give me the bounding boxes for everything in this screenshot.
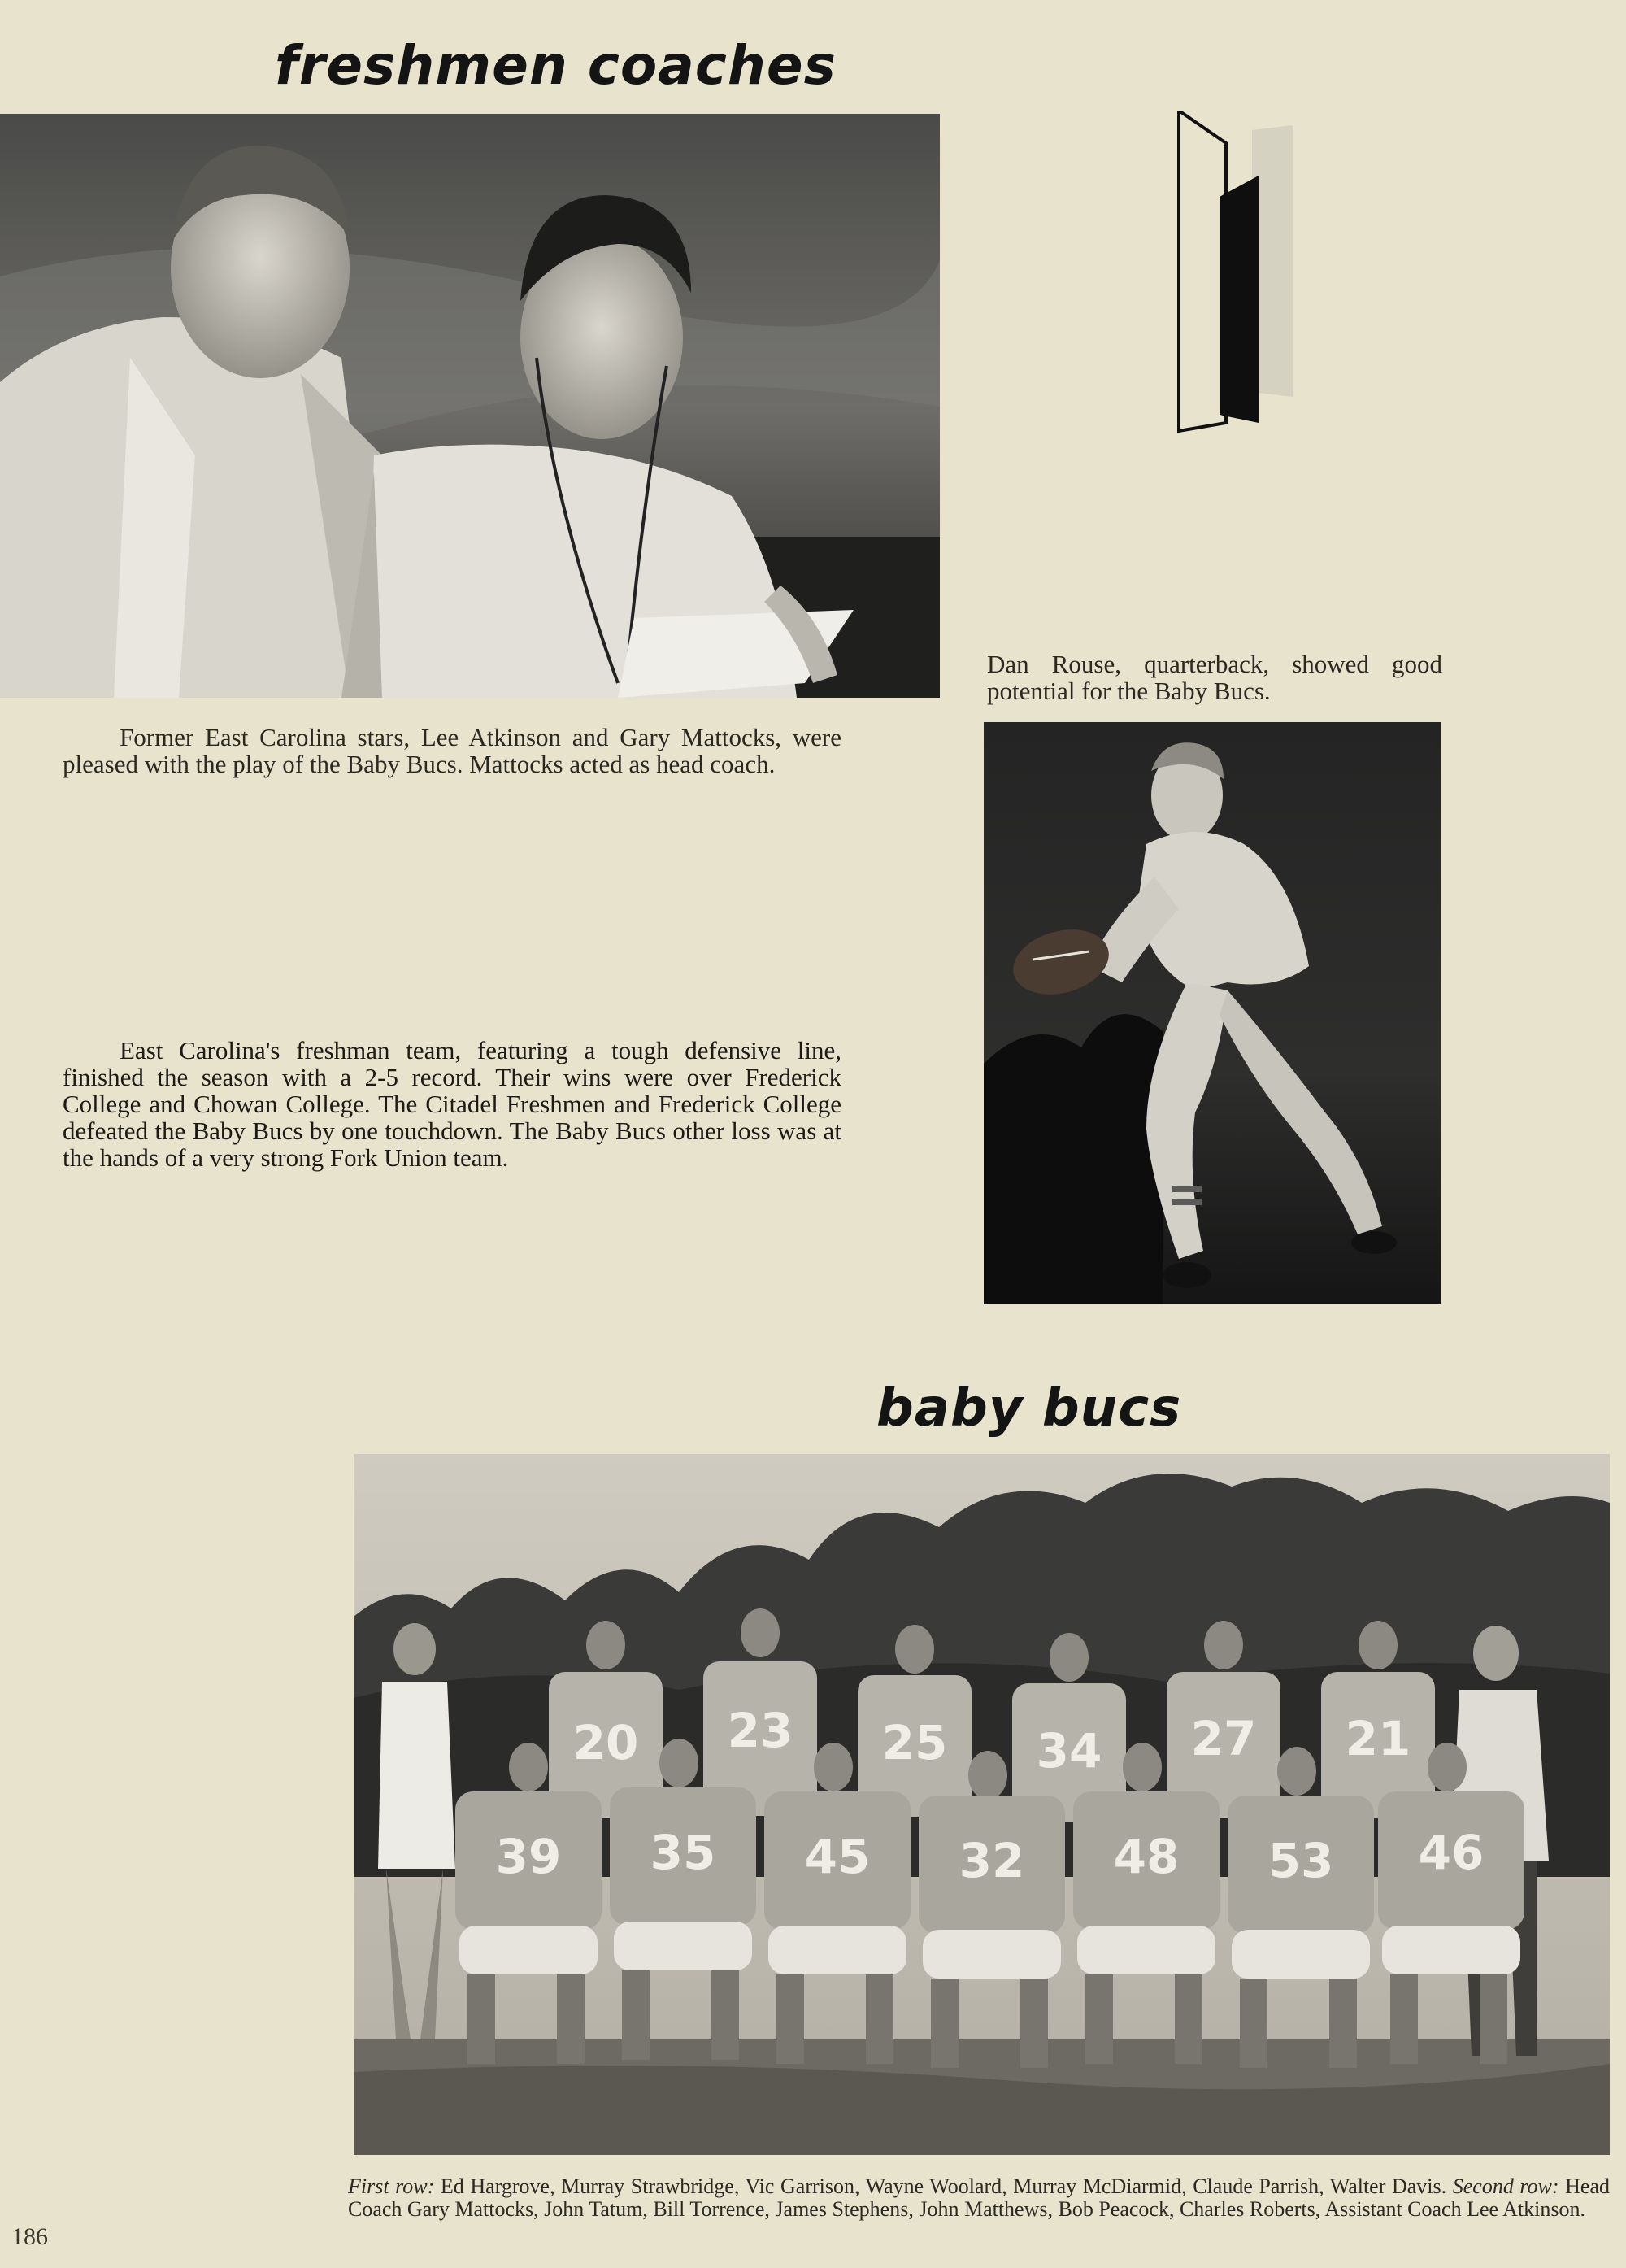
- jersey-number: 35: [650, 1825, 716, 1880]
- team-section-title: baby bucs: [876, 1378, 1182, 1439]
- jersey-number: 39: [495, 1829, 562, 1884]
- jersey-number: 45: [804, 1829, 871, 1884]
- quarterback-photo: [984, 722, 1441, 1304]
- first-row-label: First row:: [348, 2174, 435, 2198]
- jersey-number: 25: [881, 1715, 948, 1770]
- quarterback-caption: Dan Rouse, quarterback, showed good potential for the Baby Bucs.: [987, 650, 1442, 705]
- jersey-number: 32: [959, 1833, 1025, 1888]
- coaches-photo: [0, 114, 940, 698]
- team-caption: [348, 2175, 1610, 2221]
- season-caption: East Carolina's freshman team, featuring a tough defensive line, finished the season with a 2-5 record. Their wins were over Frederick College and Chowan College. The Citadel Freshmen and Frederick College defeated the Baby Bucs by one touchdown. The Baby Bucs other loss was at the hands of a very strong Fork Union team.: [63, 1036, 841, 1172]
- second-row-names: Head Coach Gary Mattocks, John Tatum, Bill Torrence, James Stephens, John Matthews, Bob Peacock, Charles Roberts, Assistant Coach Lee Atkinson.: [348, 2174, 1611, 2221]
- jersey-number: 23: [727, 1703, 793, 1758]
- coaches-caption: Former East Carolina stars, Lee Atkinson and Gary Mattocks, were pleased with the play of the Baby Bucs. Mattocks acted as head coach.: [63, 723, 841, 778]
- decorative-bars: [1171, 111, 1301, 433]
- coaches-section-title: freshmen coaches: [275, 34, 837, 97]
- jersey-number: 53: [1267, 1833, 1334, 1888]
- jersey-number: 46: [1418, 1825, 1485, 1880]
- jersey-number: 20: [572, 1715, 639, 1770]
- jersey-number: 48: [1113, 1829, 1180, 1884]
- second-row-label: Second row:: [1452, 2174, 1559, 2198]
- first-row-names: Ed Hargrove, Murray Strawbridge, Vic Garrison, Wayne Woolard, Murray McDiarmid, Claude Parrish, Walter Davis.: [440, 2174, 1447, 2198]
- jersey-number: 21: [1345, 1711, 1411, 1766]
- team-photo: [354, 1454, 1610, 2155]
- jersey-number: 27: [1190, 1711, 1257, 1766]
- jersey-number: 34: [1036, 1723, 1102, 1778]
- page-number: 186: [11, 2223, 48, 2250]
